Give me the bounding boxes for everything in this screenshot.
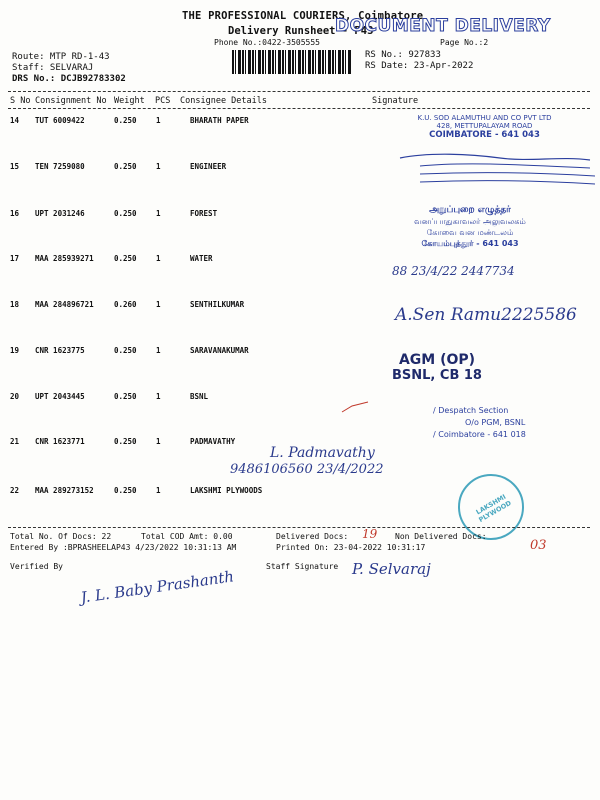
- row-sno: 21: [10, 437, 20, 446]
- signature-row21-phone-date: 9486106560 23/4/2022: [230, 462, 384, 477]
- route: Route: MTP RD-1-43: [12, 52, 110, 62]
- row-consignee: SARAVANAKUMAR: [190, 346, 249, 355]
- stamp-row16-line1: அறுப்புறை எழுத்தர்: [429, 205, 511, 215]
- col-weight: Weight: [114, 96, 145, 106]
- row-consignment-no: CNR 1623771: [35, 437, 85, 446]
- stamp-row14-line2: 428, METTUPALAYAM ROAD: [436, 122, 533, 130]
- row-weight: 0.250: [114, 209, 137, 218]
- row-consignment-no: UPT 2031246: [35, 209, 85, 218]
- stamp-row19-line1: AGM (OP): [398, 352, 476, 368]
- col-pcs: PCS: [155, 96, 171, 106]
- stamp-row14-line1: K.U. SOD ALAMUTHU AND CO PVT LTD: [417, 114, 552, 122]
- row-weight: 0.250: [114, 346, 137, 355]
- document-delivery-stamp: DOCUMENT DELIVERY: [335, 16, 551, 36]
- row-sno: 18: [10, 300, 20, 309]
- row-consignee: FOREST: [190, 209, 218, 218]
- row-consignee: WATER: [190, 254, 213, 263]
- smudged-stamp-graphic: [390, 150, 595, 190]
- phone-number: Phone No.:0422-3505555: [214, 38, 320, 47]
- red-tick-mark: [340, 400, 370, 415]
- plywood-circle-text: LAKSHMI PLYWOOD: [474, 492, 513, 524]
- row-pcs: 1: [156, 346, 161, 355]
- stamp-row19-line2: BSNL, CB 18: [392, 368, 482, 383]
- row-consignee: BSNL: [190, 392, 209, 401]
- verified-signature: J. L. Baby Prashanth: [79, 567, 236, 607]
- row-weight: 0.250: [114, 437, 137, 446]
- row-consignment-no: CNR 1623775: [35, 346, 85, 355]
- row-sno: 15: [10, 162, 20, 171]
- row-consignee: SENTHILKUMAR: [190, 300, 245, 309]
- non-delivered-count: 03: [530, 538, 547, 553]
- row-sno: 19: [10, 346, 20, 355]
- stamp-row16-line4: கோயம்புத்தூர் - 641 043: [421, 239, 519, 248]
- row-sno: 16: [10, 209, 20, 218]
- verified-by-label: Verified By: [10, 562, 63, 571]
- row-sno: 14: [10, 116, 20, 125]
- row-weight: 0.250: [114, 486, 137, 495]
- col-consignee: Consignee Details: [180, 96, 267, 106]
- signature-row17: 88 23/4/22 2447734: [392, 264, 515, 278]
- stamp-row14-line3: COIMBATORE - 641 043: [429, 130, 540, 140]
- row-weight: 0.260: [114, 300, 137, 309]
- row-pcs: 1: [156, 209, 161, 218]
- row-consignee: PADMAVATHY: [190, 437, 236, 446]
- row-pcs: 1: [156, 254, 161, 263]
- total-cod: Total COD Amt: 0.00: [141, 532, 233, 541]
- stamp-row14: [378, 112, 591, 142]
- signature-row18: A.Sen Ramu2225586: [395, 305, 577, 325]
- runsheet-subtitle: Delivery Runsheet - P43: [228, 25, 374, 37]
- stamp-row16: [400, 205, 540, 249]
- stamp-row20-line2: O/o PGM, BSNL: [465, 418, 526, 427]
- rs-date: RS Date: 23-Apr-2022: [365, 61, 474, 71]
- row-consignment-no: TEN 7259080: [35, 162, 85, 171]
- row-sno: 22: [10, 486, 20, 495]
- row-consignment-no: MAA 285939271: [35, 254, 94, 263]
- staff-name: Staff: SELVARAJ: [12, 63, 94, 73]
- row-consignment-no: UPT 2043445: [35, 392, 85, 401]
- row-consignment-no: MAA 284896721: [35, 300, 94, 309]
- non-delivered-docs-label: Non Delivered Docs:: [395, 532, 487, 541]
- stamp-row16-line2: வனப்பாதுகாவலர் அலுவலகம்: [414, 217, 526, 226]
- row-sno: 20: [10, 392, 20, 401]
- row-pcs: 1: [156, 486, 161, 495]
- col-consignment: Consignment No: [35, 96, 107, 106]
- signature-row21-name: L. Padmavathy: [270, 445, 375, 461]
- page-number: Page No.:2: [440, 38, 489, 47]
- row-weight: 0.250: [114, 162, 137, 171]
- row-pcs: 1: [156, 392, 161, 401]
- footer-rule: [8, 527, 590, 528]
- plywood-circle-stamp: [458, 474, 524, 540]
- stamp-row16-line3: கோவை வன மண்டலம்: [426, 228, 514, 237]
- row-consignee: BHARATH PAPER: [190, 116, 249, 125]
- delivered-docs-label: Delivered Docs:: [276, 532, 349, 541]
- stamp-row20-line3: / Coimbatore - 641 018: [433, 430, 526, 439]
- row-weight: 0.250: [114, 254, 137, 263]
- row-consignment-no: MAA 289273152: [35, 486, 94, 495]
- row-consignee: LAKSHMI PLYWOODS: [190, 486, 263, 495]
- rs-number: RS No.: 927833: [365, 50, 441, 60]
- entered-by: Entered By :BPRASHEELAP43 4/23/2022 10:31:13 AM: [10, 543, 237, 552]
- delivered-count: 19: [362, 527, 378, 541]
- printed-on: Printed On: 23-04-2022 10:31:17: [276, 543, 426, 552]
- staff-signature-label: Staff Signature: [266, 562, 339, 571]
- stamp-row19: [392, 352, 482, 383]
- row-pcs: 1: [156, 162, 161, 171]
- row-sno: 17: [10, 254, 20, 263]
- row-consignment-no: TUT 6009422: [35, 116, 85, 125]
- row-consignee: ENGINEER: [190, 162, 227, 171]
- col-sno: S No: [10, 96, 31, 106]
- drs-number: DRS No.: DCJB92783302: [12, 74, 126, 84]
- staff-signature: P. Selvaraj: [352, 560, 431, 578]
- col-signature: Signature: [372, 96, 419, 106]
- stamp-row20: [395, 405, 526, 441]
- row-pcs: 1: [156, 437, 161, 446]
- company-title: THE PROFESSIONAL COURIERS, Coimbatore: [182, 10, 424, 22]
- stamp-row15-smudge: [390, 150, 595, 190]
- row-weight: 0.250: [114, 392, 137, 401]
- row-pcs: 1: [156, 116, 161, 125]
- row-pcs: 1: [156, 300, 161, 309]
- row-weight: 0.250: [114, 116, 137, 125]
- stamp-row20-line1: / Despatch Section: [433, 406, 509, 415]
- total-docs: Total No. Of Docs: 22: [10, 532, 112, 541]
